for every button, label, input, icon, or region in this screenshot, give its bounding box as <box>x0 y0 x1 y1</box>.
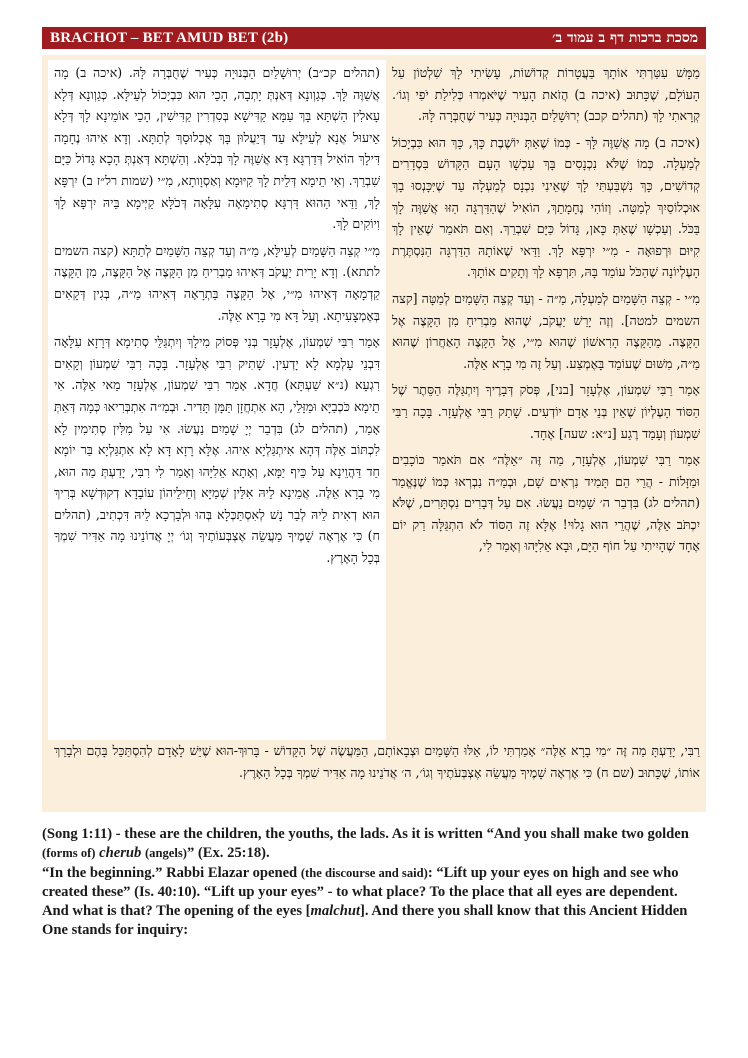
header-title-english: BRACHOT – BET AMUD BET (2b) <box>50 29 289 46</box>
hebrew-paragraph: אָמַר רַבִּי שִׁמְעוֹן, אֶלְעָזָר [בני], פְּסֹק דְּבָרֶיךָ וְיִתְגַּלֶּה הַסֵּתֶר שֶׁל הַסּוֹד הָעֶלְיוֹן שֶׁאֵין בְּנֵי אָדָם יוֹדְעִים. שָׁתַק רַבִּי אֶלְעָזָר. בָּכָה רַבִּי שִׁמְעוֹן וְעָמַד רֶגַע [נ״א: שעה] אֶחָד. <box>392 382 700 441</box>
cherub-term: cherub <box>95 845 145 862</box>
hebrew-continuation-text: רַבִּי, יָדַעְתָּ מַה זֶּה ״מִי בָרָא אֵלֶּה״ אָמַרְתִּי לוֹ, אֵלּוּ הַשָּׁמַיִם וּצְבָאוֹתָם, הַמַּעֲשֶׂה שֶׁל הַקָּדוֹשׁ - בָּרוּךְ-הוּא שֶׁיֵּשׁ לָאָדָם לְהִסְתַּכֵּל בָּהֶם וּלְבָרֵךְ אוֹתוֹ, שֶׁכָּתוּב (שם ח) כִּי אֶרְאֶה שָׁמֶיךָ מַעֲשֵׂה אֶצְבְּעֹתֶיךָ וְגוֹ׳, ה׳ אֲדֹנֵינוּ מָה אַדִּיר שִׁמְךָ בְּכָל הָאָרֶץ. <box>54 743 700 780</box>
parenthetical-note: (angels) <box>144 846 187 861</box>
translation-paragraph-1 <box>42 825 706 864</box>
translation-text: ]. And there you shall know that this Ancient Hidden One stands for inquiry: <box>42 903 688 939</box>
translation-text: : “Lift up your eyes on high and see who created these” (Is. 40:10). “Lift up your eyes” - to what place? To the place that all eyes are dependent. And what is that? The opening of the eyes [ <box>42 864 679 920</box>
hebrew-paragraph: אָמַר רַבִּי שִׁמְעוֹן, אֶלְעָזָר, מַה זֶּה ״אֵלֶּה״ אִם תֹּאמַר כּוֹכָבִים וּמַזָּלוֹת - הֲרֵי הֵם תָּמִיד נִרְאִים שָׁם, וּבְמַ״ה נִבְרְאוּ כְּמוֹ שֶׁנֶּאֱמַר (תהלים לג) בִּדְבַר ה׳ שָׁמַיִם נַעֲשׂוּ. אִם עַל דְּבָרִים נִסְתָּרִים, שֶׁלֹּא יִכְתֹּב אֵלֶּה, שֶׁהֲרֵי הוּא גָלוּי! אֶלָּא זֶה הַסּוֹד לֹא הִתְגַּלָּה רַק יוֹם אֶחָד שֶׁהָיִיתִי עַל חוֹף הַיָּם, וּבָא אֵלִיָּהוּ וְאָמַר לִי, <box>392 452 700 554</box>
translation-paragraph-2 <box>42 864 706 941</box>
parenthetical-note: (the discourse and said) <box>300 865 428 880</box>
hebrew-paragraph: מִ״י - קְצֵה הַשָּׁמַיִם לְמַעְלָה, מַ״ה - וְעַד קְצֵה הַשָּׁמַיִם לְמַטָּה [קצה השמים למטה]. וְזֶה יָרַשׁ יַעֲקֹב, שֶׁהוּא מַבְרִיחַ מִן הַקָּצֶה אֶל הַקָּצֶה. מֵהַקָּצֶה הָרִאשׁוֹן שֶׁהוּא מִ״י, אֶל הַקָּצֶה הָאַחֲרוֹן שֶׁהוּא מַ״ה, מִשּׁוּם שֶׁעוֹמֵד בָּאֶמְצַע. וְעַל זֶה מִי בָרָא אֵלֶּה. <box>392 290 700 371</box>
hebrew-paragraph: (איכה ב) מָה אֲשַׁוֶּה לָּךְ - כְּמוֹ שֶׁאַתְּ יוֹשֶׁבֶת כָּךְ, כָּךְ הוּא כִּבְיָכוֹל לְמַעְלָה. כְּמוֹ שֶׁלֹּא נִכְנָסִים בָּךְ עַכְשָׁו הָעָם הַקָּדוֹשׁ בִּסְדָרִים קְדוֹשִׁים, כָּךְ נִשְׁבַּעְתִּי לָךְ שֶׁאֵינִי נִכְנָס לְמַעְלָה עַד שֶׁיִּכָּנְסוּ בָךְ אוּכְלוֹסַיִךְ לְמַטָּה. וְזוֹהִי נֶחָמָתֵךְ, הוֹאִיל שֶׁהַדַּרְגָּה הַזּוּ אֲשַׁוֶּה לָךְ בַּכֹּל. וְעַכְשָׁו שֶׁאַתְּ כָּאן, גָּדוֹל כַּיָּם שִׁבְרֵךְ. וְאִם תֹּאמַר שֶׁאֵין לָךְ קִיּוּם וּרְפוּאָה - מִ״י יִרְפָּא לָךְ. וַדַּאי שֶׁאוֹתָהּ הַדַּרְגָּה הַנִּסְתֶּרֶת הָעֶלְיוֹנָה שֶׁהַכֹּל עוֹמֵד בָּהּ, תִּרְפָּא לָךְ וְתָקִים אוֹתָךְ. <box>392 134 700 280</box>
hebrew-column <box>392 62 700 562</box>
malchut-term: malchut <box>310 903 360 920</box>
aramaic-paragraph: אָמַר רִבִּי שִׁמְעוֹן, אֶלְעָזָר בְּנִי פְּסוֹק מִילָךְ וְיִתְגַּלֵּי סְתִימָא דְּרָזָא עִלָּאָה דִּבְנֵי עָלְמָא לָא יָדְעִין. שָׁתִיק רִבִּי אֶלְעָזָר. בָּכָה רִבִּי שִׁמְעוֹן וְקָאִים רִגְעָא (נ״א שַׁעְתָּא) חֲדָא. אָמַר רִבִּי שִׁמְעוֹן, אֶלְעָזָר מַאי אֵלֶּה. אִי תֵימָא כֹּכְבַיָּא וּמַזָּלֵי, הָא אִתְחֲזָן תַּמָּן תָּדִיר. וּבְמַ״ה אִתְבְּרִיאוּ כְּמָה דְּאַתְּ אָמַר, (תהלים לג) בִּדְבַר יְיָ שָׁמַיִם נַעֲשׂוּ. אִי עַל מִלִּין סְתִימִין לָא לִכְתּוֹב אֵלֶּה דְּהָא אִיתְגַּלְיָא אִיהוּ. אֶלָּא רָזָא דָּא לָא אִתְגַּלְיָא בַּר יוֹמָא חַד דַּהֲוֵינָא עַל כֵּיף יַמָּא, וְאָתָא אֵלִיָּהוּ וְאָמַר לִי רִבִּי, יָדַעְתְּ מַה הוּא, מִי בָרָא אֵלֶּה. אֲמֵינָא לֵיהּ אִלֵּין שְׁמַיָּא וְחֵילֵיהוֹן עוֹבָדָא דְקוּדְשָׁא בְּרִיךְ הוּא דְאִית לֵיהּ לְבַר נָשׁ לְאִסְתַּכְּלָא בְּהוּ וּלְבָרְכָא לֵיהּ דִּכְתִיב, (תהלים ח) כִּי אֶרְאֶה שָׁמֶיךָ מַעֲשֵׂה אֶצְבְּעוֹתֶיךָ וְגוֹ׳ יְיָ אֲדוֹנֵינוּ מָה אַדִּיר שִׁמְךָ בְּכָל הָאָרֶץ. <box>54 334 380 566</box>
hebrew-continuation <box>54 740 700 788</box>
aramaic-paragraph: (תהלים קכ״ב) יְרוּשָׁלַיִם הַבְּנוּיָה כְּעִיר שֶׁחֻבְּרָה לָּהּ. (איכה ב) מָה אֲשַׁוֶּה לָּךְ. כְּגַוְונָא דְּאַנְתְּ יָתְבָה, הָכֵי הוּא כִּבְיָכוֹל לְעֵילָּא. כְּגַוְונָא דְּלָא עָאלִין הַשְׁתָּא בָּךְ עַמָּא קַדִּישָׁא בְּסִדְרִין קַדִּישִׁין, הָכֵי אוֹמֵינָא לָךְ דְּלָא אֵיעוּל אֲנָא לְעֵילָּא עַד דְּיֵעֲלוּן בָּךְ אֲכְלוּסָךְ לְתַתָּא. וְדָא אִיהוּ נֶחָמָה דִּילָךְ הוֹאִיל דְּדַרְגָּא דָּא אֲשַׁוֶּה לָךְ בְּכֹלָּא. וְהַשְׁתָּא דְּאַנְתְּ הָכָא גָּדוֹל כַּיָּם שִׁבְרֵךְ. וְאִי תֵימָא דְּלֵית לָךְ קִיּוּמָא וְאַסְוָותָא, מִ״י (שמות רל״ז ב) יִרְפָּא לָךְ, וַדַּאי הַהוּא דַּרְגָּא סְתִימָאָה עִלָּאָה דְּכֹלָּא קַיְּימָא בֵּיהּ יִרְפָּא לָךְ וִיוֹקִים לָךְ. <box>54 65 380 232</box>
hebrew-paragraph: מַמָּשׁ עִטַּרְתִּי אוֹתָךְ בַּעֲטָרוֹת קְדוֹשׁוֹת, עָשִׂיתִי לָךְ שִׁלְטוֹן עַל הָעוֹלָם, שֶׁכָּתוּב (איכה ב) הֲזֹאת הָעִיר שֶׁיֹּאמְרוּ כְּלִילַת יֹפִי וְגוֹ׳. קְרָאתִי לָךְ (תהלים קכב) יְרוּשָׁלַיִם הַבְּנוּיָה כְּעִיר שֶׁחֻבְּרָה לָּהּ. <box>392 65 700 124</box>
verse-reference: (Song 1:11) <box>42 826 113 842</box>
page-header <box>42 27 706 49</box>
translation-text: - these are the children, the youths, the lads. As it is written “And you shall make two golden <box>112 826 689 842</box>
aramaic-column <box>54 62 380 574</box>
header-title-hebrew: מסכת ברכות דף ב עמוד ב׳ <box>552 29 698 46</box>
parenthetical-note: (forms of) <box>42 846 96 861</box>
aramaic-paragraph: מִ״י קְצֵה הַשָּׁמַיִם לְעֵילָּא, מַ״ה וְעַד קְצֵה הַשָּׁמַיִם לְתַתָּא (קצה השמים לתתא). וְדָא יָרִית יַעֲקֹב דְּאִיהוּ מַבְרִיחַ מִן הַקָּצֶה אֶל הַקָּצֶה, מִן הַקָּצֶה קַדְמָאָה דְּאִיהוּ מִ״י, אֶל הַקָּצֶה בַּתְרָאָה דְּאִיהוּ מַ״ה, בְּגִין דְּקָאִים בְּאֶמְצָעִיתָא. וְעַל דָּא מִי בָרָא אֵלֶּה. <box>54 242 380 323</box>
translation-text: ” (Ex. 25:18). <box>186 845 270 862</box>
translation-text: “In the beginning.” Rabbi Elazar opened <box>42 864 301 881</box>
english-translation <box>42 825 706 941</box>
